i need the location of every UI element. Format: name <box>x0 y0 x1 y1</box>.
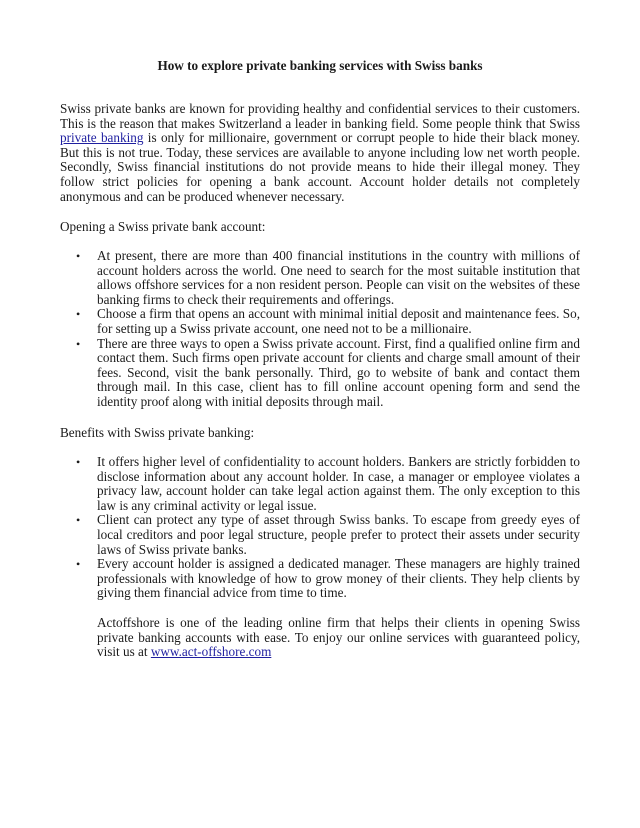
intro-text-end: is only for millionaire, government or corrupt people to hide their black money. But this is not true. Today, these services are available to anyone including low net worth people. Secondly, Swiss financial institutions do not provide means to hide their illegal money. They follow strict policies for opening a bank account. Account holder details not completely anonymous and can be produced whenever necessary. <box>60 130 580 204</box>
section-heading-benefits: Benefits with Swiss private banking: <box>60 425 255 440</box>
benefits-list <box>60 455 580 601</box>
list-item-text: Choose a firm that opens an account with minimal initial deposit and maintenance fees. So, for setting up a Swiss private account, one need not to be a millionaire. <box>97 306 580 336</box>
bullet-icon: • <box>76 455 81 469</box>
opening-steps-list <box>60 249 580 410</box>
list-item-text: At present, there are more than 400 financial institutions in the country with millions of account holders across the world. One need to search for the most suitable institution that allows offshore services for a non resident person. People can visit on the websites of these banking firms to check their requirements and offerings. <box>97 248 580 307</box>
closing-paragraph <box>97 616 580 660</box>
list-item <box>60 455 580 513</box>
list-item-text: Every account holder is assigned a dedicated manager. These managers are highly trained professionals with knowledge of how to grow money of their clients. They help clients by giving them financial advice from time to time. <box>97 556 580 601</box>
intro-text-start: Swiss private banks are known for providing healthy and confidential services to their customers. This is the reason that makes Switzerland a leader in banking field. Some people think that Swiss <box>60 101 580 131</box>
list-item-text: There are three ways to open a Swiss private account. First, find a qualified online firm and contact them. Such firms open private account for clients and charge small amount of their fees. Second, visit the bank personally. Third, go to website of bank and contact them through mail. In this case, client has to fill online account opening form and send the identity proof along with initial deposits through mail. <box>97 335 580 409</box>
bullet-icon: • <box>76 249 81 263</box>
bullet-icon: • <box>76 336 81 351</box>
list-item <box>60 249 580 307</box>
list-item <box>60 557 580 601</box>
intro-paragraph <box>60 102 580 204</box>
closing-text: Actoffshore is one of the leading online firm that helps their clients in opening Swiss private banking accounts with ease. To enjoy our online services with guaranteed policy, visit us at <box>97 615 580 660</box>
private-banking-link[interactable]: private banking <box>60 130 144 146</box>
list-item-text: It offers higher level of confidentiality to account holders. Bankers are strictly forbidden to disclose information about any account holder. In case, a manager or employee violates a privacy law, account holder can take legal action against them. The only exception to this law is any criminal activity or legal issue. <box>97 454 580 513</box>
bullet-icon: • <box>76 307 81 322</box>
list-item <box>60 337 580 410</box>
bullet-icon: • <box>76 557 81 572</box>
section-heading-opening: Opening a Swiss private bank account: <box>60 219 266 234</box>
bullet-icon: • <box>76 513 81 528</box>
list-item-text: Client can protect any type of asset through Swiss banks. To escape from greedy eyes of local creditors and poor legal structure, people prefer to protect their assets under security laws of Swiss private banks. <box>97 512 580 557</box>
website-link[interactable]: www.act-offshore.com <box>150 644 272 660</box>
list-item <box>60 307 580 336</box>
document-title: How to explore private banking services with Swiss banks <box>157 58 483 73</box>
list-item <box>60 513 580 557</box>
